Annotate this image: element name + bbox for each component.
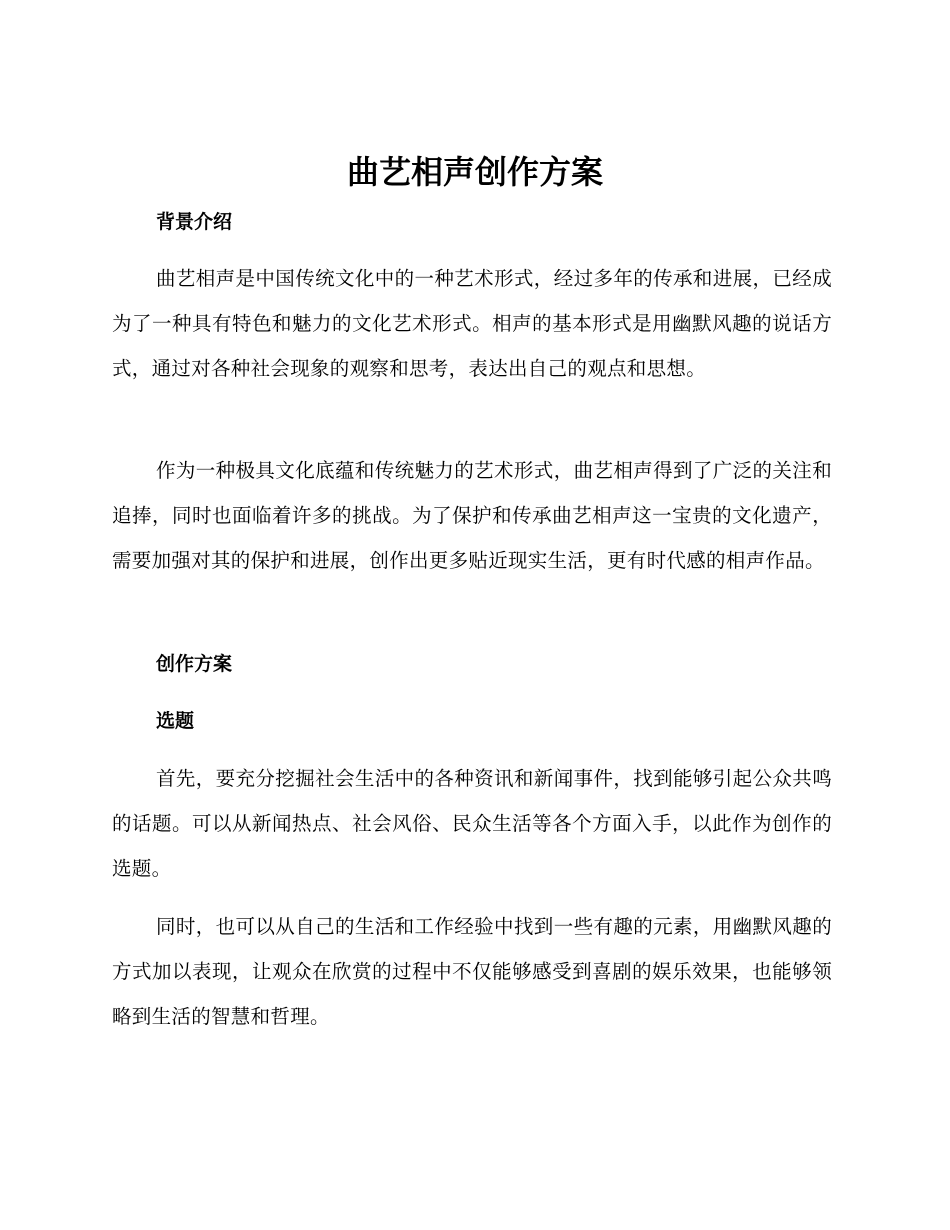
paragraph-topic-1: 首先，要充分挖掘社会生活中的各种资讯和新闻事件，找到能够引起公众共鸣的话题。可以从新闻热点、社会风俗、民众生活等各个方面入手，以此作为创作的选题。 (112, 767, 832, 880)
document-title: 曲艺相声创作方案 (346, 153, 603, 191)
paragraph-background-2: 作为一种极具文化底蕴和传统魅力的艺术形式，曲艺相声得到了广泛的关注和追捧，同时也面临着许多的挑战。为了保护和传承曲艺相声这一宝贵的文化遗产，需要加强对其的保护和进展，创作出更多贴近现实生活，更有时代感的相声作品。 (112, 459, 832, 572)
section-heading-background: 背景介绍 (156, 211, 233, 233)
section-heading-creation-plan: 创作方案 (156, 653, 233, 675)
paragraph-background-1: 曲艺相声是中国传统文化中的一种艺术形式，经过多年的传承和进展，已经成为了一种具有特色和魅力的文化艺术形式。相声的基本形式是用幽默风趣的说话方式，通过对各种社会现象的观察和思考，表达出自己的观点和思想。 (112, 267, 832, 380)
section-heading-topic: 选题 (156, 710, 195, 732)
paragraph-topic-2: 同时，也可以从自己的生活和工作经验中找到一些有趣的元素，用幽默风趣的方式加以表现，让观众在欣赏的过程中不仅能够感受到喜剧的娱乐效果，也能够领略到生活的智慧和哲理。 (112, 915, 832, 1028)
